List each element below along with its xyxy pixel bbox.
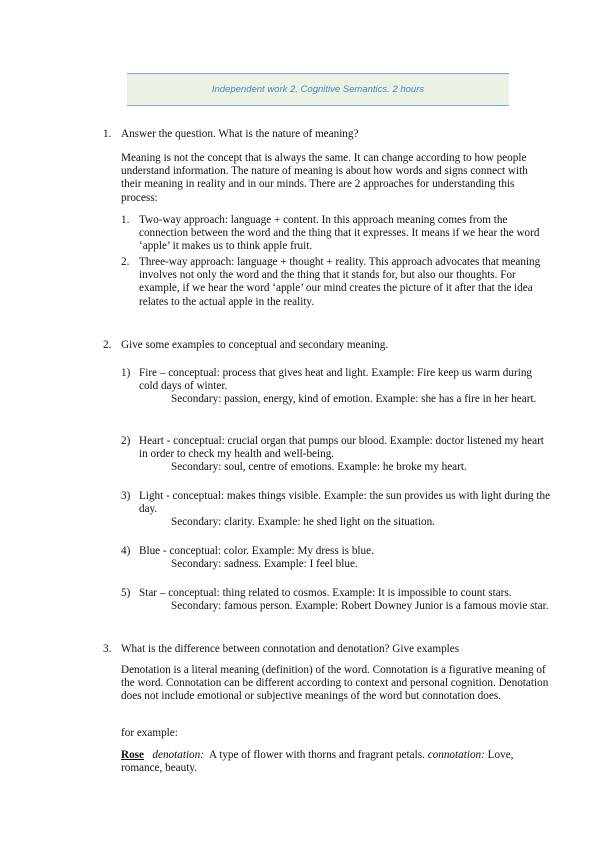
example-3-number: 3)	[121, 490, 131, 502]
example-1-number: 1)	[121, 367, 131, 379]
connotation-label: connotation:	[427, 749, 485, 761]
example-2-number: 2)	[121, 435, 131, 447]
question-1-number: 1.	[103, 128, 112, 140]
question-2-number: 2.	[103, 339, 112, 351]
approach-1-number: 1.	[121, 214, 130, 226]
example-1-conceptual: Fire – conceptual: process that gives heat and light. Example: Fire keep us warm during cold days of winter.	[139, 367, 533, 393]
title-banner	[127, 73, 509, 106]
denotation-text: A type of flower with thorns and fragrant petals.	[208, 749, 425, 761]
rose-example	[121, 749, 551, 775]
example-4-conceptual: Blue - conceptual: color. Example: My dress is blue.	[139, 545, 374, 557]
denotation-label: denotation:	[152, 749, 204, 761]
example-2-secondary: Secondary: soul, centre of emotions. Example: he broke my heart.	[171, 461, 467, 474]
for-example-label: for example:	[121, 727, 178, 739]
approach-1-text: Two-way approach: language + content. In this approach meaning comes from the connection between the word and the thing that it expresses. It means if we hear the word ‘apple’ it makes us to think apple fruit.	[139, 214, 540, 253]
page-title: Independent work 2. Cognitive Semantics. 2 hours	[211, 84, 425, 95]
example-4-number: 4)	[121, 545, 131, 557]
example-4-secondary: Secondary: sadness. Example: I feel blue.	[171, 558, 358, 571]
example-5-secondary: Secondary: famous person. Example: Robert Downey Junior is a famous movie star.	[171, 600, 549, 613]
question-3-text: What is the difference between connotation and denotation? Give examples	[121, 643, 460, 655]
approach-2-text: Three-way approach: language + thought + reality. This approach advocates that meaning involves not only the word and the thing that it stands for, but also our thoughts. For example, if we hear the word ‘apple’ our mind creates the picture of it after that the idea relates to the actual apple in the reality.	[139, 256, 541, 308]
question-2-text: Give some examples to conceptual and secondary meaning.	[121, 339, 389, 351]
example-2-conceptual: Heart - conceptual: crucial organ that pumps our blood. Example: doctor listened my heart in order to check my health and well-being.	[139, 435, 544, 461]
approach-2-number: 2.	[121, 256, 130, 268]
question-1-text: Answer the question. What is the nature of meaning?	[121, 128, 359, 140]
connotation-text: Love, romance, beauty.	[121, 749, 514, 775]
example-3-secondary: Secondary: clarity. Example: he shed light on the situation.	[171, 516, 435, 529]
example-1-secondary: Secondary: passion, energy, kind of emotion. Example: she has a fire in her heart.	[171, 393, 537, 406]
example-3-conceptual: Light - conceptual: makes things visible. Example: the sun provides us with light during the day.	[139, 490, 551, 516]
example-5-number: 5)	[121, 587, 131, 599]
question-3-number: 3.	[103, 643, 112, 655]
example-5-conceptual: Star – conceptual: thing related to cosmos. Example: It is impossible to count stars.	[139, 587, 512, 599]
rose-word: Rose	[121, 749, 144, 761]
answer-1-paragraph: Meaning is not the concept that is always the same. It can change according to how people understand information. The nature of meaning is about how words and signs connect with their meaning in reality and in our minds. There are 2 approaches for understanding this process:	[121, 152, 528, 204]
answer-3-paragraph: Denotation is a literal meaning (definition) of the word. Connotation is a figurative meaning of the word. Connotation can be different according to context and personal cognition. Denotation does not include emotional or subjective meanings of the word but connotation does.	[121, 664, 549, 703]
